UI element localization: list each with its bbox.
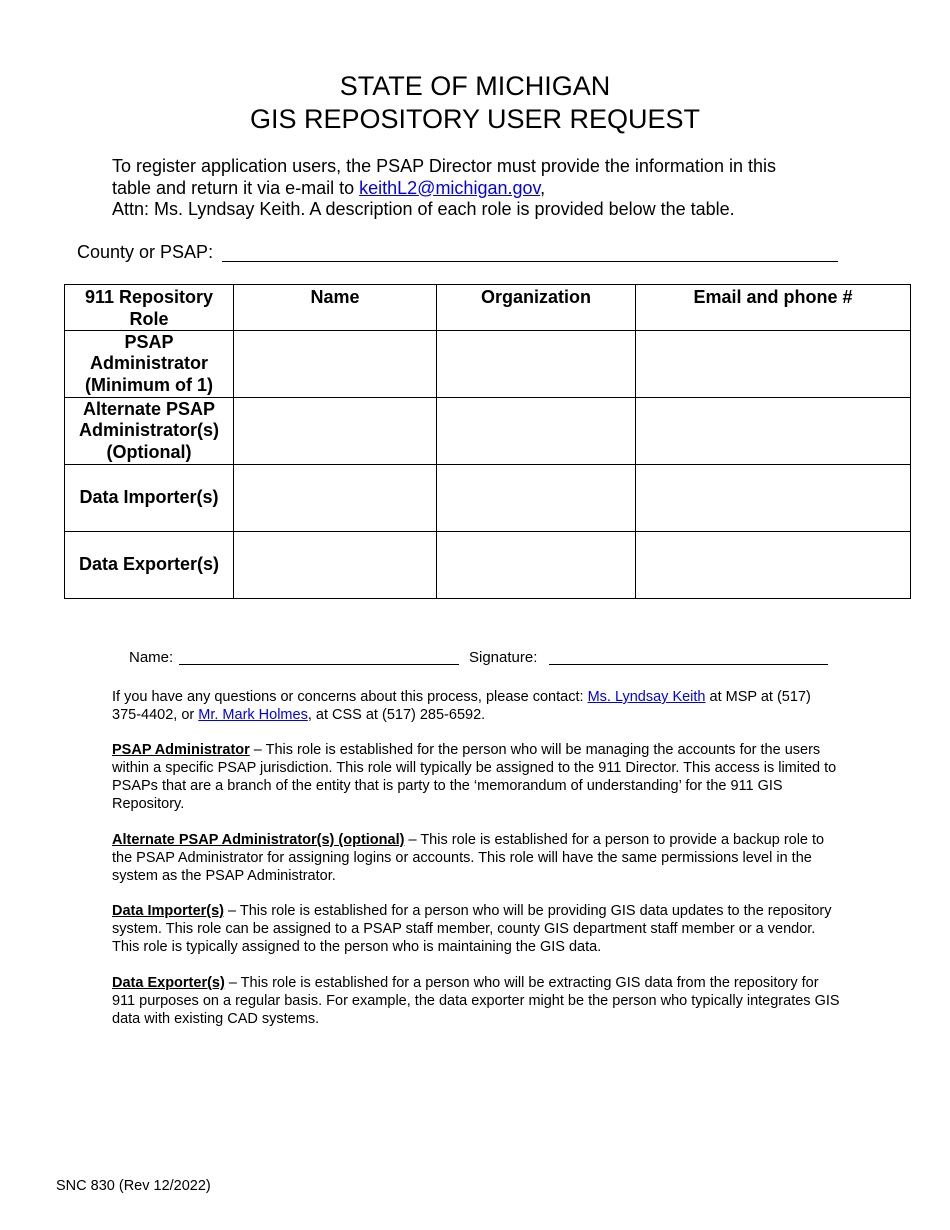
intro-line-2-prefix: table and return it via e-mail to: [112, 177, 360, 198]
contact-prefix: If you have any questions or concerns about this process, please contact:: [112, 689, 588, 705]
organization-cell[interactable]: [437, 331, 636, 398]
role-term: PSAP Administrator: [112, 742, 250, 758]
name-label: Name:: [129, 649, 174, 666]
intro-line-2-suffix: ,: [540, 177, 546, 198]
county-input-line[interactable]: [222, 261, 838, 262]
contact-suffix: , at CSS at (517) 285-6592.: [307, 707, 486, 723]
email-phone-cell[interactable]: [636, 465, 911, 532]
column-header-role: 911 Repository Role: [65, 285, 234, 331]
role-cell: Data Exporter(s): [65, 532, 234, 599]
page-title-line-1: STATE OF MICHIGAN: [339, 71, 611, 101]
table-row: [65, 532, 911, 599]
contact-link-mark-holmes[interactable]: Mr. Mark Holmes: [198, 707, 308, 723]
role-cell: Data Importer(s): [65, 465, 234, 532]
name-cell[interactable]: [234, 532, 437, 599]
name-cell[interactable]: [234, 398, 437, 465]
role-description-data-importer: [112, 902, 842, 956]
column-header-organization: Organization: [437, 285, 636, 331]
name-input-line[interactable]: [179, 664, 459, 665]
email-phone-cell[interactable]: [636, 398, 911, 465]
organization-cell[interactable]: [437, 398, 636, 465]
intro-line-2: [112, 178, 832, 200]
role-text: – This role is established for a person to provide a backup role to the PSAP Administrator for assigning logins or accounts. This role will have the same permissions level in the system as the PSAP Administrator.: [112, 832, 825, 884]
email-phone-cell[interactable]: [636, 532, 911, 599]
signature-label: Signature:: [469, 649, 538, 666]
column-header-email-phone: Email and phone #: [636, 285, 911, 331]
role-cell: PSAP Administrator (Minimum of 1): [65, 331, 234, 398]
organization-cell[interactable]: [437, 532, 636, 599]
signature-row: [129, 649, 173, 666]
intro-line-1: To register application users, the PSAP Director must provide the information in this: [112, 156, 776, 176]
role-term: Data Exporter(s): [112, 975, 225, 991]
role-cell: Alternate PSAP Administrator(s) (Optional): [65, 398, 234, 465]
organization-cell[interactable]: [437, 465, 636, 532]
role-text: – This role is established for the person who will be managing the accounts for the users within a specific PSAP jurisdiction. This role will typically be assigned to the 911 Director. This access is limited to PSAPs that are a branch of the entity that is party to the ‘memorandum of understanding’ for the 911 GIS Repository.: [112, 742, 837, 812]
table-row: [65, 398, 911, 465]
contact-middle: at MSP at (517) 375-4402, or: [112, 689, 811, 723]
role-description-alternate-psap-administrator: [112, 831, 842, 885]
name-cell[interactable]: [234, 465, 437, 532]
role-term: Alternate PSAP Administrator(s) (optional): [112, 832, 405, 848]
county-label: County or PSAP:: [77, 242, 214, 262]
intro-line-3: Attn: Ms. Lyndsay Keith. A description of each role is provided below the table.: [112, 199, 735, 219]
role-description-data-exporter: [112, 974, 842, 1028]
table-header-row: [65, 285, 911, 331]
table-row: [65, 331, 911, 398]
page-title-line-2: GIS REPOSITORY USER REQUEST: [249, 104, 701, 134]
table-row: [65, 465, 911, 532]
email-link[interactable]: keithL2@michigan.gov: [359, 177, 541, 198]
roles-table: [64, 284, 911, 599]
role-text: – This role is established for a person who will be extracting GIS data from the repository for 911 purposes on a regular basis. For example, the data exporter might be the person who typically integrates GIS data with existing CAD systems.: [112, 975, 840, 1027]
signature-input-line[interactable]: [549, 664, 828, 665]
email-phone-cell[interactable]: [636, 331, 911, 398]
contact-link-lyndsay-keith[interactable]: Ms. Lyndsay Keith: [587, 689, 706, 705]
column-header-name: Name: [234, 285, 437, 331]
role-term: Data Importer(s): [112, 903, 224, 919]
role-text: – This role is established for a person who will be providing GIS data updates to the repository system. This role can be assigned to a PSAP staff member, county GIS department staff member or a vendor. This role is typically assigned to the person who is maintaining the GIS data.: [112, 903, 832, 955]
role-description-psap-administrator: [112, 741, 842, 813]
form-number: SNC 830 (Rev 12/2022): [56, 1178, 211, 1194]
contact-paragraph: [112, 688, 842, 724]
name-cell[interactable]: [234, 331, 437, 398]
intro-paragraph: [112, 156, 832, 221]
